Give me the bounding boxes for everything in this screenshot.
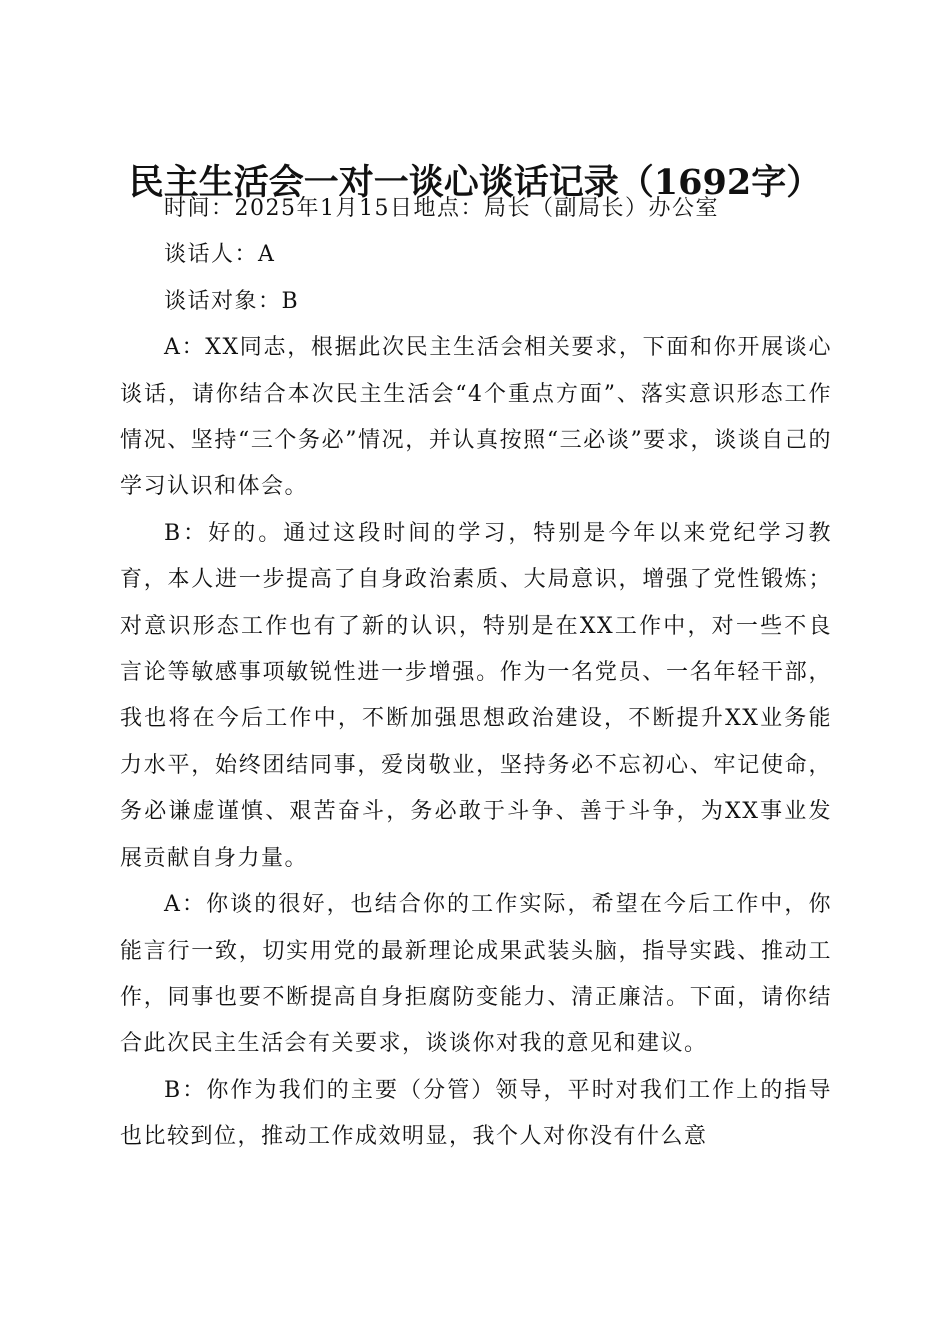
dialogue-paragraph: B：你作为我们的主要（分管）领导，平时对我们工作上的指导也比较到位，推动工作成效明显，我个人对你没有什么意	[120, 1077, 832, 1150]
dialogue-paragraph: B：好的。通过这段时间的学习，特别是今年以来党纪学习教育，本人进一步提高了自身政治素质、大局意识，增强了党性锻炼；对意识形态工作也有了新的认识，特别是在XX工作中，对一些不良言论等敏感事项敏锐性进一步增强。作为一名党员、一名年轻干部，我也将在今后工作中，不断加强思想政治建设，不断提升XX业务能力水平，始终团结同事，爱岗敬业，坚持务必不忘初心、牢记使命，务必谦虚谨慎、艰苦奋斗，务必敢于斗争、善于斗争，为XX事业发展贡献自身力量。	[120, 520, 832, 871]
dialogue-paragraph: A：XX同志，根据此次民主生活会相关要求，下面和你开展谈心谈话，请你结合本次民主生活会“4个重点方面”、落实意识形态工作情况、坚持“三个务必”情况，并认真按照“三必谈”要求，谈谈自己的学习认识和体会。	[120, 335, 832, 500]
meeting-time-location: 时间：2025年1月15日地点：局长（副局长）办公室	[164, 196, 719, 221]
dialogue-paragraph: A：你谈的很好，也结合你的工作实际，希望在今后工作中，你能言行一致，切实用党的最新理论成果武装头脑，指导实践、推动工作，同事也要不断提高自身拒腐防变能力、清正廉洁。下面，请你结合此次民主生活会有关要求，谈谈你对我的意见和建议。	[120, 892, 832, 1057]
document-body	[120, 186, 832, 1161]
interviewee-line: 谈话对象：B	[164, 288, 300, 314]
interviewer-line: 谈话人：A	[164, 242, 276, 268]
document-title: 民主生活会一对一谈心谈话记录（1692字）	[128, 162, 822, 204]
